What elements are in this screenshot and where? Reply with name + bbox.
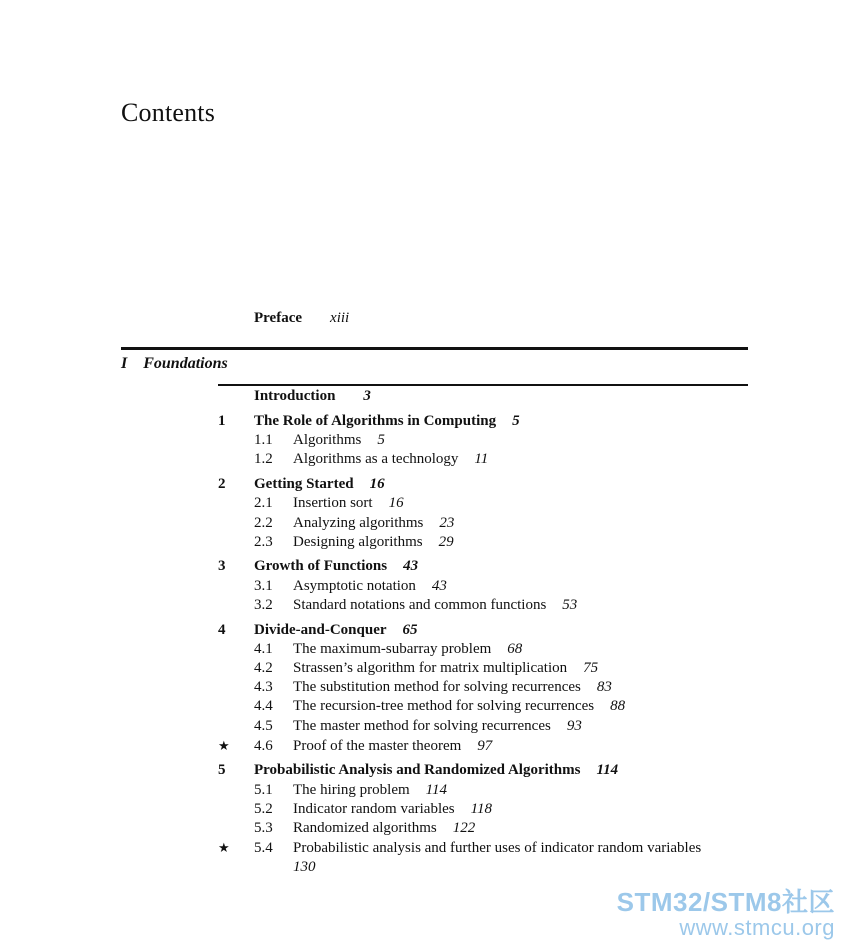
section-number: 4.3 <box>254 679 273 696</box>
section-title: The maximum-subarray problem <box>293 640 492 657</box>
section-page: 88 <box>610 698 626 715</box>
chapter-entry[interactable] <box>218 761 748 780</box>
section-title: Randomized algorithms <box>293 820 437 837</box>
section-title: The master method for solving recurrences <box>293 717 551 734</box>
section-page: 11 <box>474 451 489 468</box>
section-title-group <box>293 514 454 533</box>
section-title-group <box>293 533 454 552</box>
chapter-page: 5 <box>512 413 520 429</box>
preface-page: xiii <box>330 310 350 326</box>
section-title: Indicator random variables <box>293 800 455 817</box>
section-number: 2.1 <box>254 495 273 512</box>
section-title: Insertion sort <box>293 495 373 512</box>
section-title: Proof of the master theorem <box>293 737 462 754</box>
chapter-title-group <box>254 412 520 431</box>
chapter-page: 16 <box>369 476 385 493</box>
section-title-group <box>293 737 492 756</box>
section-page: 83 <box>596 679 612 696</box>
section-title: Algorithms as a technology <box>293 451 459 468</box>
section-title: The recursion-tree method for solving recurrences <box>293 698 595 715</box>
part-heading <box>121 355 228 373</box>
section-title-group <box>293 819 475 838</box>
chapter-title: Growth of Functions <box>254 558 388 575</box>
section-entry[interactable] <box>218 596 748 615</box>
section-page: 43 <box>431 577 447 594</box>
section-title-group <box>293 640 522 659</box>
section-page: 5 <box>377 432 385 449</box>
section-entry[interactable] <box>218 800 748 819</box>
section-title-group <box>293 717 582 736</box>
chapter-number: 2 <box>218 476 226 493</box>
chapter-number: 3 <box>218 558 226 575</box>
section-number: 4.2 <box>254 659 273 676</box>
section-entry[interactable] <box>218 659 748 678</box>
introduction-title: Introduction <box>254 388 336 404</box>
section-title-group <box>293 596 577 615</box>
chapter-number: 1 <box>218 413 226 429</box>
section-page: 68 <box>507 640 523 657</box>
chapter-entry[interactable] <box>218 475 748 494</box>
section-page: 93 <box>566 717 582 734</box>
section-page: 75 <box>583 659 599 676</box>
watermark <box>617 888 835 940</box>
section-title: Standard notations and common functions <box>293 596 547 613</box>
section-page: 97 <box>477 737 493 754</box>
section-number: 1.2 <box>254 451 273 468</box>
section-entry[interactable] <box>218 431 748 450</box>
section-title: The hiring problem <box>293 781 410 798</box>
section-number: 4.4 <box>254 698 273 715</box>
chapter-entry[interactable] <box>218 621 748 640</box>
section-number: 2.2 <box>254 514 273 531</box>
section-title: Designing algorithms <box>293 533 423 550</box>
section-entry[interactable] <box>218 717 748 736</box>
chapter-title-group <box>254 557 418 576</box>
section-entry[interactable] <box>218 450 748 469</box>
chapter-title: The Role of Algorithms in Computing <box>254 413 497 429</box>
section-page: 16 <box>388 495 404 512</box>
chapter-page: 43 <box>403 558 419 575</box>
section-title-group <box>293 431 385 450</box>
section-entry[interactable] <box>218 678 748 697</box>
section-entry[interactable] <box>218 533 748 552</box>
page-title: Contents <box>121 98 216 127</box>
section-number: 1.1 <box>254 432 273 449</box>
section-title-group <box>293 659 598 678</box>
star-icon: ★ <box>218 840 230 856</box>
section-page: 29 <box>438 533 454 550</box>
chapter-title: Probabilistic Analysis and Randomized Algorithms <box>254 762 581 779</box>
section-page: 130 <box>293 859 316 876</box>
section-page: 122 <box>452 820 476 837</box>
section-entry[interactable] <box>218 697 748 716</box>
introduction-page: 3 <box>363 388 371 404</box>
section-entry[interactable] <box>218 577 748 596</box>
section-number: 5.2 <box>254 800 273 817</box>
part-divider <box>121 347 748 350</box>
section-number: 5.3 <box>254 820 273 837</box>
section-title-group <box>293 697 625 716</box>
section-title-group <box>293 494 404 513</box>
section-number: 5.1 <box>254 781 273 798</box>
chapter-block <box>218 557 748 615</box>
section-title: Analyzing algorithms <box>293 514 424 531</box>
preface-title: Preface <box>254 310 303 326</box>
section-title-group <box>293 781 447 800</box>
chapter-block <box>218 621 748 756</box>
section-title: Probabilistic analysis and further uses of indicator random variables <box>293 840 702 857</box>
chapter-title: Getting Started <box>254 476 354 493</box>
section-title: Strassen’s algorithm for matrix multiplication <box>293 659 568 676</box>
section-entry[interactable] <box>218 781 748 800</box>
section-page: 114 <box>425 781 448 798</box>
chapter-page: 114 <box>596 762 619 779</box>
section-entry[interactable] <box>218 494 748 513</box>
chapter-page: 65 <box>402 621 418 638</box>
section-title: Algorithms <box>293 432 362 449</box>
table-of-contents <box>218 412 748 883</box>
section-title-group <box>293 678 612 697</box>
section-entry[interactable] <box>218 514 748 533</box>
part-number: I <box>121 355 128 372</box>
preface-entry[interactable] <box>254 310 349 327</box>
chapter-number: 4 <box>218 621 226 638</box>
section-page-wrap <box>218 858 748 877</box>
section-title: Asymptotic notation <box>293 577 416 594</box>
star-icon: ★ <box>218 737 230 753</box>
section-number: 4.1 <box>254 640 273 657</box>
section-entry[interactable] <box>218 640 748 659</box>
section-title-group <box>293 577 447 596</box>
section-number: 4.5 <box>254 717 273 734</box>
section-number: 3.2 <box>254 596 273 613</box>
section-page: 53 <box>562 596 578 613</box>
section-number: 4.6 <box>254 737 273 754</box>
introduction-entry[interactable] <box>254 388 371 405</box>
section-title-group <box>293 839 701 858</box>
section-entry[interactable] <box>218 838 748 858</box>
section-entry[interactable] <box>218 819 748 838</box>
chapter-title-group <box>254 621 418 640</box>
chapter-block <box>218 412 748 470</box>
section-title: The substitution method for solving recurrences <box>293 679 581 696</box>
chapter-block <box>218 475 748 552</box>
section-divider <box>218 384 748 386</box>
chapter-number: 5 <box>218 762 226 779</box>
chapter-title-group <box>254 475 385 494</box>
section-number: 3.1 <box>254 577 273 594</box>
section-title-group <box>293 450 488 469</box>
part-title: Foundations <box>143 355 228 372</box>
chapter-title: Divide-and-Conquer <box>254 621 387 638</box>
section-page: 23 <box>439 514 455 531</box>
section-number: 5.4 <box>254 840 273 857</box>
section-entry[interactable] <box>218 736 748 756</box>
section-title-group <box>293 800 492 819</box>
chapter-title-group <box>254 761 618 780</box>
section-page: 118 <box>470 800 492 817</box>
chapter-entry[interactable] <box>218 412 748 431</box>
chapter-entry[interactable] <box>218 557 748 576</box>
watermark-brand: STM32/STM8社区 <box>616 887 835 917</box>
chapter-block <box>218 761 748 877</box>
section-number: 2.3 <box>254 533 273 550</box>
watermark-url: www.stmcu.org <box>679 915 835 940</box>
